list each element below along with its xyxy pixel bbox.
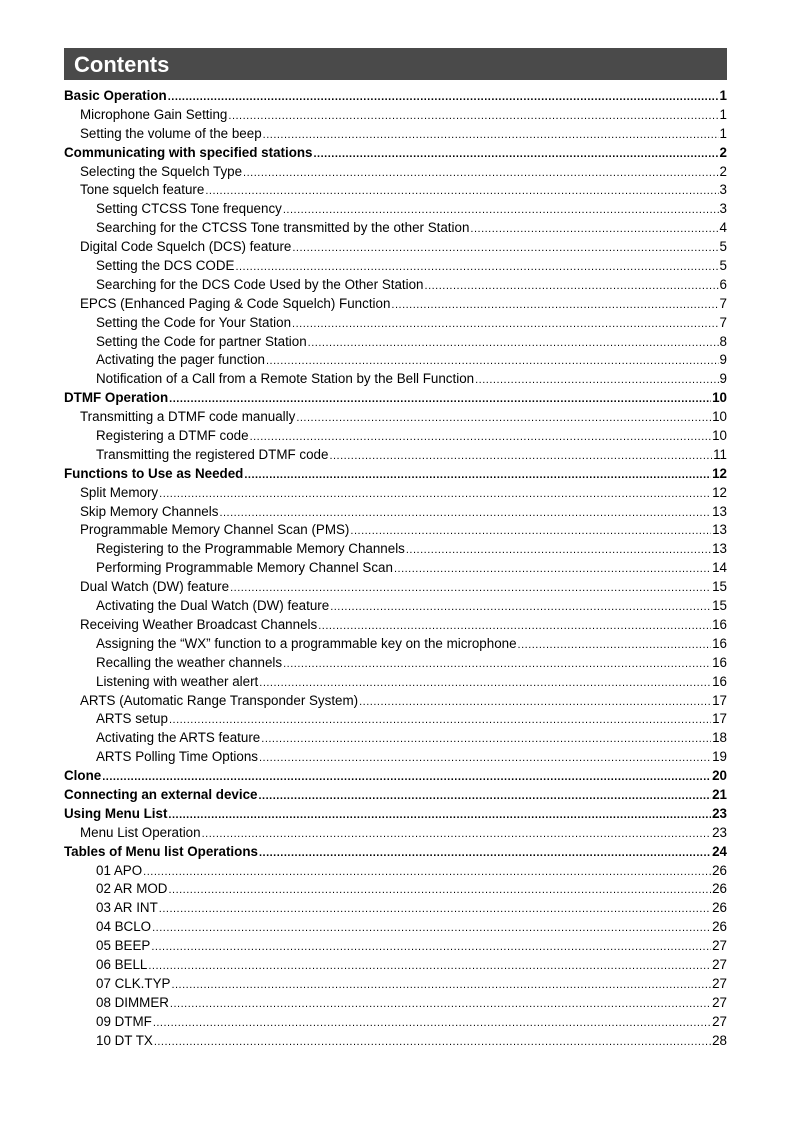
toc-dot-leader (153, 1014, 711, 1033)
toc-page-number: 8 (719, 333, 727, 349)
toc-entry[interactable] (64, 125, 727, 144)
toc-entry[interactable] (64, 408, 727, 427)
toc-dot-leader (330, 598, 711, 617)
toc-entry-label: Setting the Code for partner Station (96, 333, 307, 349)
toc-entry[interactable] (64, 181, 727, 200)
toc-dot-leader (170, 995, 711, 1014)
toc-page-number: 9 (719, 352, 727, 368)
toc-entry[interactable] (64, 918, 727, 937)
toc-dot-leader (283, 201, 719, 220)
toc-entry-label: Basic Operation (64, 88, 167, 103)
toc-dot-leader (159, 900, 711, 919)
toc-entry-label: Recalling the weather channels (96, 654, 283, 670)
toc-dot-leader (475, 371, 718, 390)
toc-dot-leader (314, 145, 719, 164)
toc-page-number: 9 (719, 371, 727, 387)
toc-entry-label: Receiving Weather Broadcast Channels (80, 616, 318, 632)
toc-entry-label: Connecting an external device (64, 786, 258, 802)
toc-entry[interactable] (64, 484, 727, 503)
toc-section-entry[interactable] (64, 786, 727, 805)
toc-page-number: 21 (712, 786, 727, 802)
toc-dot-leader (296, 409, 711, 428)
toc-entry[interactable] (64, 937, 727, 956)
toc-entry[interactable] (64, 521, 727, 540)
toc-dot-leader (102, 768, 711, 787)
toc-section-entry[interactable] (64, 389, 727, 408)
toc-dot-leader (261, 730, 711, 749)
toc-entry[interactable] (64, 276, 727, 295)
toc-entry[interactable] (64, 616, 727, 635)
toc-entry[interactable] (64, 748, 727, 767)
toc-page-number: 28 (712, 1032, 727, 1048)
toc-dot-leader (159, 485, 711, 504)
toc-page-number: 23 (712, 805, 727, 821)
toc-page-number: 5 (719, 239, 727, 255)
toc-dot-leader (219, 504, 711, 523)
toc-page-number: 15 (712, 598, 727, 614)
toc-entry[interactable] (64, 824, 727, 843)
toc-entry[interactable] (64, 295, 727, 314)
toc-dot-leader (143, 863, 711, 882)
toc-entry-label: Listening with weather alert (96, 673, 259, 689)
toc-entry-label: Registering a DTMF code (96, 428, 249, 444)
toc-entry-label: Searching for the CTCSS Tone transmitted by the other Station (96, 220, 470, 236)
toc-entry[interactable] (64, 370, 727, 389)
toc-page-number: 13 (712, 541, 727, 557)
toc-dot-leader (350, 522, 711, 541)
toc-page-number: 10 (712, 390, 727, 406)
toc-entry-label: ARTS (Automatic Range Transponder System) (80, 692, 359, 708)
toc-dot-leader (148, 957, 711, 976)
toc-page-number: 27 (712, 975, 727, 991)
toc-entry-label: Skip Memory Channels (80, 503, 219, 519)
toc-entry-label: Microphone Gain Setting (80, 106, 228, 122)
toc-entry-label: Registering to the Programmable Memory Channels (96, 541, 405, 557)
toc-section-entry[interactable] (64, 87, 727, 106)
toc-page-number: 16 (712, 635, 727, 651)
toc-entry-label: Using Menu List (64, 805, 168, 821)
toc-entry[interactable] (64, 597, 727, 616)
toc-dot-leader (406, 541, 711, 560)
toc-dot-leader (169, 711, 711, 730)
toc-page-number: 23 (712, 824, 727, 840)
toc-page-number: 27 (712, 956, 727, 972)
toc-page-number: 16 (712, 616, 727, 632)
toc-entry-label: 04 BCLO (96, 919, 152, 935)
toc-entry[interactable] (64, 578, 727, 597)
toc-entry[interactable] (64, 257, 727, 276)
toc-dot-leader (425, 277, 719, 296)
toc-entry-label: Searching for the DCS Code Used by the Other Station (96, 276, 424, 292)
toc-dot-leader (228, 107, 718, 126)
toc-entry[interactable] (64, 446, 727, 465)
toc-entry-label: Menu List Operation (80, 824, 201, 840)
toc-page-number: 17 (712, 692, 727, 708)
toc-page-number: 20 (712, 768, 727, 784)
toc-page-number: 5 (719, 258, 727, 274)
toc-entry-label: 09 DTMF (96, 1013, 152, 1029)
toc-page-number: 11 (713, 446, 727, 462)
toc-page-number: 14 (712, 560, 727, 576)
toc-entry-label: ARTS setup (96, 711, 168, 727)
toc-dot-leader (259, 844, 711, 863)
toc-dot-leader (243, 164, 719, 183)
toc-entry-label: Notification of a Call from a Remote Station by the Bell Function (96, 371, 475, 387)
toc-entry-label: 08 DIMMER (96, 994, 169, 1010)
toc-entry-label: ARTS Polling Time Options (96, 749, 258, 765)
toc-dot-leader (394, 560, 711, 579)
toc-dot-leader (202, 825, 712, 844)
toc-entry[interactable] (64, 880, 727, 899)
toc-entry[interactable] (64, 163, 727, 182)
toc-entry-label: Activating the ARTS feature (96, 730, 261, 746)
toc-entry-label: DTMF Operation (64, 390, 169, 406)
toc-dot-leader (151, 938, 711, 957)
toc-dot-leader (518, 636, 712, 655)
toc-page-number: 12 (712, 484, 727, 500)
toc-entry[interactable] (64, 1013, 727, 1032)
toc-page-number: 26 (712, 881, 727, 897)
toc-page-number: 27 (712, 938, 727, 954)
toc-page-number: 10 (712, 409, 727, 425)
toc-dot-leader (230, 579, 711, 598)
toc-entry[interactable] (64, 673, 727, 692)
toc-dot-leader (259, 674, 711, 693)
toc-entry[interactable] (64, 540, 727, 559)
toc-page-number: 13 (712, 522, 727, 538)
toc-dot-leader (244, 466, 711, 485)
toc-page-number: 1 (719, 125, 727, 141)
toc-entry[interactable] (64, 219, 727, 238)
toc-page-number: 16 (712, 654, 727, 670)
toc-dot-leader (250, 428, 712, 447)
toc-dot-leader (266, 352, 719, 371)
toc-entry-label: Transmitting the registered DTMF code (96, 446, 329, 462)
toc-entry-label: Assigning the “WX” function to a programmable key on the microphone (96, 635, 517, 651)
toc-page-number: 26 (712, 919, 727, 935)
toc-entry[interactable] (64, 238, 727, 257)
toc-entry-label: Setting the Code for Your Station (96, 314, 292, 330)
toc-page-number: 26 (712, 862, 727, 878)
toc-entry-label: Activating the Dual Watch (DW) feature (96, 598, 330, 614)
toc-dot-leader (168, 88, 719, 107)
toc-dot-leader (168, 881, 711, 900)
toc-entry-label: Activating the pager function (96, 352, 265, 368)
toc-entry-label: 02 AR MOD (96, 881, 168, 897)
toc-page-number: 12 (712, 465, 727, 481)
toc-entry-label: Setting the DCS CODE (96, 258, 235, 274)
toc-section-entry[interactable] (64, 144, 727, 163)
toc-page-number: 2 (719, 163, 727, 179)
toc-entry-label: Clone (64, 768, 102, 784)
toc-entry[interactable] (64, 351, 727, 370)
toc-dot-leader (470, 220, 718, 239)
toc-dot-leader (359, 693, 711, 712)
toc-dot-leader (154, 1033, 711, 1052)
toc-entry[interactable] (64, 975, 727, 994)
toc-entry[interactable] (64, 635, 727, 654)
toc-dot-leader (283, 655, 711, 674)
toc-dot-leader (259, 749, 711, 768)
toc-page-number: 4 (719, 220, 727, 236)
toc-entry-label: Tables of Menu list Operations (64, 843, 258, 859)
toc-entry-label: 06 BELL (96, 956, 148, 972)
toc-entry-label: Functions to Use as Needed (64, 465, 244, 481)
toc-entry[interactable] (64, 899, 727, 918)
toc-entry-label: 01 APO (96, 862, 143, 878)
toc-entry-label: 03 AR INT (96, 900, 158, 916)
toc-page-number: 27 (712, 994, 727, 1010)
toc-page-number: 3 (719, 201, 727, 217)
toc-dot-leader (308, 334, 719, 353)
toc-entry-label: Tone squelch feature (80, 182, 205, 198)
toc-dot-leader (292, 239, 718, 258)
toc-page-number: 27 (712, 1013, 727, 1029)
toc-entry-label: Split Memory (80, 484, 159, 500)
toc-page-number: 24 (712, 843, 727, 859)
toc-entry[interactable] (64, 862, 727, 881)
table-of-contents (64, 87, 727, 1050)
toc-dot-leader (171, 976, 711, 995)
toc-entry-label: 10 DT TX (96, 1032, 153, 1048)
toc-dot-leader (318, 617, 711, 636)
toc-entry[interactable] (64, 503, 727, 522)
toc-page-number: 13 (712, 503, 727, 519)
toc-entry[interactable] (64, 427, 727, 446)
toc-entry[interactable] (64, 1032, 727, 1051)
contents-header-bar (64, 48, 727, 80)
toc-dot-leader (235, 258, 718, 277)
toc-dot-leader (169, 390, 711, 409)
toc-entry[interactable] (64, 994, 727, 1013)
toc-entry[interactable] (64, 710, 727, 729)
toc-dot-leader (329, 447, 712, 466)
toc-entry-label: EPCS (Enhanced Paging & Code Squelch) Function (80, 295, 391, 311)
toc-entry[interactable] (64, 729, 727, 748)
toc-entry-label: 07 CLK.TYP (96, 975, 171, 991)
toc-section-entry[interactable] (64, 767, 727, 786)
toc-page-number: 15 (712, 579, 727, 595)
toc-entry[interactable] (64, 692, 727, 711)
toc-page-number: 26 (712, 900, 727, 916)
toc-entry[interactable] (64, 559, 727, 578)
toc-page-number: 2 (719, 144, 727, 160)
page-title: Contents (74, 52, 170, 77)
toc-dot-leader (263, 126, 719, 145)
toc-entry-label: Communicating with specified stations (64, 144, 313, 160)
toc-entry[interactable] (64, 314, 727, 333)
toc-dot-leader (168, 806, 711, 825)
toc-dot-leader (391, 296, 718, 315)
toc-page-number: 18 (712, 730, 727, 746)
toc-section-entry[interactable] (64, 805, 727, 824)
toc-page-number: 1 (719, 88, 727, 103)
toc-dot-leader (258, 787, 711, 806)
toc-entry[interactable] (64, 200, 727, 219)
toc-entry-label: Digital Code Squelch (DCS) feature (80, 239, 292, 255)
toc-entry-label: Programmable Memory Channel Scan (PMS) (80, 522, 350, 538)
toc-entry-label: Setting the volume of the beep (80, 125, 262, 141)
toc-entry[interactable] (64, 654, 727, 673)
toc-dot-leader (292, 315, 719, 334)
toc-page-number: 10 (712, 428, 727, 444)
toc-entry[interactable] (64, 333, 727, 352)
toc-entry-label: Performing Programmable Memory Channel Scan (96, 560, 393, 576)
toc-entry[interactable] (64, 956, 727, 975)
toc-entry-label: Transmitting a DTMF code manually (80, 409, 296, 425)
toc-dot-leader (152, 919, 711, 938)
toc-page-number: 7 (719, 295, 727, 311)
toc-entry-label: 05 BEEP (96, 938, 151, 954)
toc-entry-label: Dual Watch (DW) feature (80, 579, 230, 595)
toc-entry-label: Setting CTCSS Tone frequency (96, 201, 282, 217)
toc-page-number: 1 (719, 106, 727, 122)
toc-page-number: 6 (719, 276, 727, 292)
toc-page-number: 3 (719, 182, 727, 198)
toc-dot-leader (205, 182, 718, 201)
toc-entry-label: Selecting the Squelch Type (80, 163, 243, 179)
toc-page-number: 19 (712, 749, 727, 765)
toc-page-number: 7 (719, 314, 727, 330)
toc-entry[interactable] (64, 106, 727, 125)
toc-section-entry[interactable] (64, 843, 727, 862)
toc-page-number: 16 (712, 673, 727, 689)
toc-section-entry[interactable] (64, 465, 727, 484)
toc-page-number: 17 (712, 711, 727, 727)
